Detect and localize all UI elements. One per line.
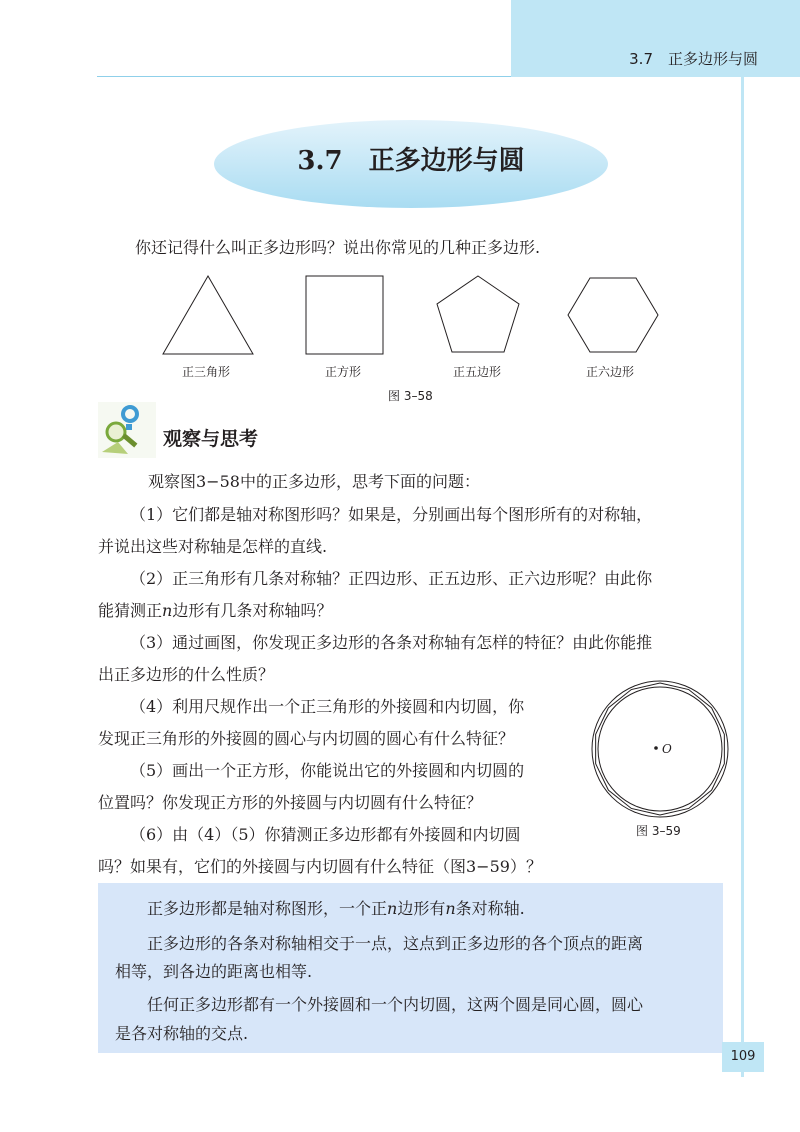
question-5-line-1: （5）画出一个正方形，你能说出它的外接圆和内切圆的 xyxy=(130,761,525,780)
shape-label-triangle: 正三角形 xyxy=(182,365,231,379)
observe-intro: 观察图3−58中的正多边形，思考下面的问题： xyxy=(148,472,480,491)
shape-label-hexagon: 正六边形 xyxy=(586,365,635,379)
figure-caption-359: 图 3–59 xyxy=(636,824,681,838)
running-header: 3.7 正多边形与圆 xyxy=(629,50,758,68)
pentagon-shape xyxy=(437,276,519,352)
question-5-line-2: 位置吗？你发现正方形的外接圆与内切圆有什么特征？ xyxy=(98,793,483,812)
question-1-line-1: （1）它们都是轴对称图形吗？如果是，分别画出每个图形所有的对称轴， xyxy=(130,505,653,524)
question-6-line-2: 吗？如果有，它们的外接圆与内切圆有什么特征（图3−59）？ xyxy=(98,857,542,876)
shape-label-square: 正方形 xyxy=(325,365,362,379)
question-4-line-2: 发现正三角形的外接圆的圆心与内切圆的圆心有什么特征？ xyxy=(98,729,515,748)
section-title: 3.7 正多边形与圆 xyxy=(297,146,525,176)
hexagon-shape xyxy=(568,278,658,352)
triangle-shape xyxy=(163,276,253,354)
question-2-line-2: 能猜测正n边形有几条对称轴吗？ xyxy=(98,601,333,620)
shape-label-pentagon: 正五边形 xyxy=(453,365,502,379)
margin-rule xyxy=(741,77,744,1077)
header-rule xyxy=(97,76,511,77)
summary-line-1: 正多边形都是轴对称图形，一个正n边形有n条对称轴. xyxy=(147,899,525,918)
summary-line-5: 是各对称轴的交点. xyxy=(115,1024,249,1043)
summary-line-2: 正多边形的各条对称轴相交于一点，这点到正多边形的各个顶点的距离 xyxy=(147,934,644,953)
question-4-line-1: （4）利用尺规作出一个正三角形的外接圆和内切圆，你 xyxy=(130,697,525,716)
page-number: 109 xyxy=(722,1042,764,1072)
magnifier-question-icon xyxy=(98,402,156,458)
square-shape xyxy=(306,276,383,354)
intro-question: 你还记得什么叫正多边形吗？说出你常见的几种正多边形. xyxy=(135,238,541,257)
question-3-line-1: （3）通过画图，你发现正多边形的各条对称轴有怎样的特征？由此你能推 xyxy=(130,633,653,652)
question-1-line-2: 并说出这些对称轴是怎样的直线. xyxy=(98,537,328,556)
concentric-polygon-figure xyxy=(590,680,730,820)
question-6-line-1: （6）由（4）（5）你猜测正多边形都有外接圆和内切圆 xyxy=(130,825,521,844)
center-label: O xyxy=(662,742,672,756)
question-3-line-2: 出正多边形的什么性质？ xyxy=(98,665,275,684)
observe-heading: 观察与思考 xyxy=(163,428,259,450)
question-2-line-1: （2）正三角形有几条对称轴？正四边形、正五边形、正六边形呢？由此你 xyxy=(130,569,653,588)
summary-line-4: 任何正多边形都有一个外接圆和一个内切圆，这两个圆是同心圆，圆心 xyxy=(147,995,644,1014)
figure-caption-358: 图 3–58 xyxy=(388,389,433,403)
polygon-figure xyxy=(160,272,660,358)
summary-line-3: 相等，到各边的距离也相等. xyxy=(115,962,313,981)
